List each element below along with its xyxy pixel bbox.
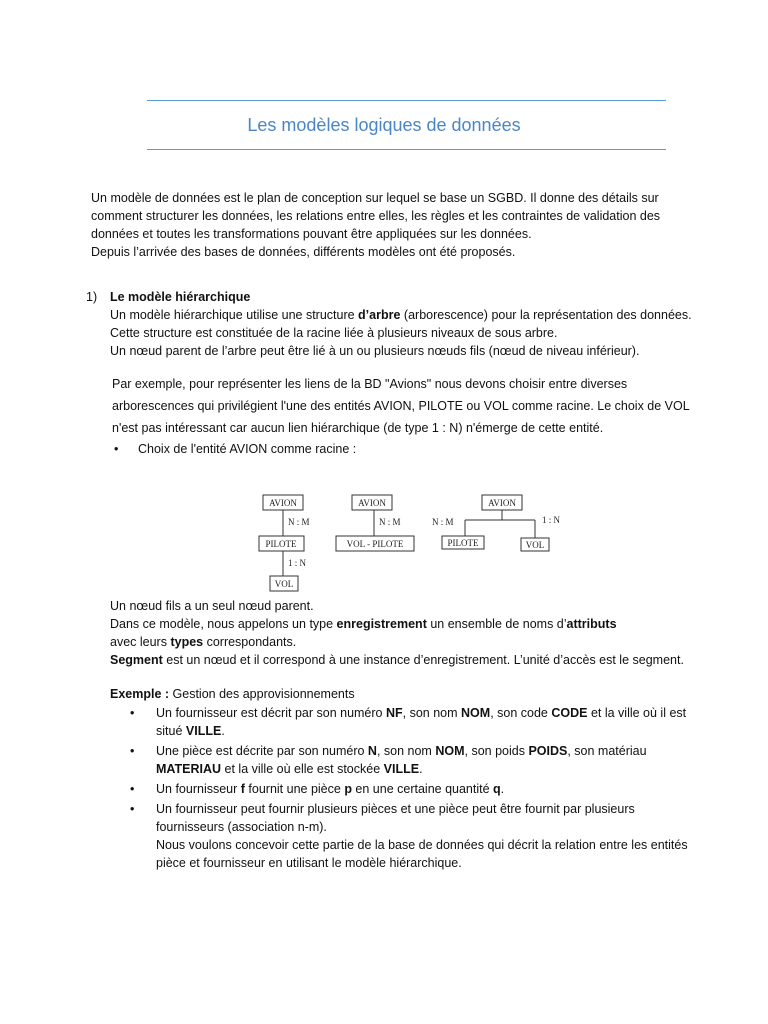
text-run: . [500, 782, 505, 796]
bold-run: N [367, 744, 377, 758]
label-nm: N : M [379, 517, 401, 527]
after-line [110, 651, 684, 669]
after-line: Un nœud fils a un seul nœud parent. [110, 599, 314, 613]
bullet-icon: • [130, 744, 135, 758]
text-run: un ensemble de noms d’ [426, 617, 567, 631]
label-1n: 1 : N [288, 558, 306, 568]
bullet-line [156, 742, 688, 760]
text-run: , son code [490, 706, 552, 720]
text-run: . [221, 724, 225, 738]
label-pilote: PILOTE [447, 538, 479, 548]
text-run: fournit une pièce [244, 782, 345, 796]
text-run: Un fournisseur [156, 782, 241, 796]
label-pilote: PILOTE [265, 539, 297, 549]
bold-run: enregistrement [336, 617, 427, 631]
text-run: , son poids [464, 744, 529, 758]
section-heading: Le modèle hiérarchique [110, 290, 251, 304]
bullet-line: Un fournisseur peut fournir plusieurs pièces et une pièce peut être fournit par plusieurs [156, 802, 635, 816]
text-run: Une pièce est décrite par son numéro [156, 744, 368, 758]
intro-line: Depuis l’arrivée des bases de données, différents modèles ont été proposés. [91, 245, 516, 259]
text-run: avec leurs [110, 635, 171, 649]
bullet-icon: • [130, 706, 135, 720]
bold-run: CODE [551, 706, 588, 720]
text-run: Un fournisseur est décrit par son numéro [156, 706, 386, 720]
bullet-line: fournisseurs (association n-m). [156, 820, 327, 834]
bold-run: Exemple : [110, 687, 170, 701]
text-run: (arborescence) pour la représentation des données. [400, 308, 692, 322]
label-avion: AVION [358, 498, 386, 508]
bullet-line: pièce et fournisseur en utilisant le modèle hiérarchique. [156, 856, 462, 870]
bold-run: NF [385, 706, 403, 720]
bold-run: d’arbre [358, 308, 401, 322]
label-vol: VOL [274, 579, 294, 589]
text-run: , son matériau [567, 744, 647, 758]
bold-run: f [240, 782, 245, 796]
bullet-line [156, 704, 688, 722]
label-vol-pilote: VOL - PILOTE [346, 539, 404, 549]
after-diagram-paragraph [110, 597, 684, 669]
bold-run: VILLE [185, 724, 222, 738]
bold-run: Segment [110, 653, 163, 667]
page-title: Les modèles logiques de données [247, 115, 521, 135]
list-item [130, 780, 688, 798]
text-run: , son nom [402, 706, 462, 720]
bullet-icon: • [114, 442, 119, 456]
bullet-icon: • [130, 802, 135, 816]
text-run: est un nœud et il correspond à une instance d’enregistrement. L’unité d’accès est le segment. [162, 653, 684, 667]
section-line: Un nœud parent de l’arbre peut être lié à un ou plusieurs nœuds fils (nœud de niveau inférieur). [110, 344, 640, 358]
bold-run: attributs [566, 617, 617, 631]
section-line: Cette structure est constituée de la racine liée à plusieurs niveaux de sous arbre. [110, 326, 558, 340]
example-line: Par exemple, pour représenter les liens de la BD "Avions" nous devons choisir entre diverses [112, 377, 628, 391]
label-avion: AVION [488, 498, 516, 508]
bold-run: types [170, 635, 204, 649]
list-item [130, 704, 688, 740]
text-run: Un modèle hiérarchique utilise une structure [110, 308, 359, 322]
exemple-bullets [130, 704, 688, 872]
list-item [130, 742, 688, 778]
intro-line: données et toutes les transformations pouvant être appliquées sur les données. [91, 227, 532, 241]
intro-line: comment structurer les données, les relations entre elles, les règles et les contraintes de validation des [91, 209, 661, 223]
bullet-line [156, 760, 688, 778]
text-run: correspondants. [203, 635, 297, 649]
bold-run: POIDS [528, 744, 568, 758]
label-1n: 1 : N [542, 515, 560, 525]
text-run: Gestion des approvisionnements [169, 687, 355, 701]
text-run: et la ville où elle est stockée [221, 762, 384, 776]
label-nm: N : M [288, 517, 310, 527]
bold-run: NOM [435, 744, 465, 758]
text-run: situé [156, 724, 186, 738]
bold-run: NOM [461, 706, 491, 720]
exemple-line [110, 685, 355, 703]
text-run: . [419, 762, 423, 776]
list-item [130, 800, 688, 872]
bold-run: p [344, 782, 352, 796]
exemple-heading [110, 685, 355, 703]
text-run: en une certaine quantité [351, 782, 494, 796]
text-run: , son nom [376, 744, 436, 758]
text-run: et la ville où il est [587, 706, 687, 720]
intro-line: Un modèle de données est le plan de conception sur lequel se base un SGBD. Il donne des détails sur [91, 191, 659, 205]
label-vol: VOL [525, 540, 545, 550]
bullet-line [156, 722, 688, 740]
bold-run: VILLE [383, 762, 420, 776]
example-line: n'est pas intéressant car aucun lien hiérarchique (de type 1 : N) n'émerge de cette entité. [112, 421, 604, 435]
bullet-line: Nous voulons concevoir cette partie de la base de données qui décrit la relation entre les entités [156, 838, 688, 852]
text-run: Dans ce modèle, nous appelons un type [110, 617, 337, 631]
section-number: 1) [86, 290, 98, 304]
after-line [110, 615, 684, 633]
example-line: arborescences qui privilégient l'une des entités AVION, PILOTE ou VOL comme racine. Le choix de VOL [112, 399, 690, 413]
bullet-avion-text: Choix de l'entité AVION comme racine : [138, 442, 357, 456]
after-line [110, 633, 684, 651]
bold-run: MATERIAU [156, 762, 222, 776]
bullet-icon: • [130, 782, 135, 796]
label-avion: AVION [269, 498, 297, 508]
bullet-line [156, 780, 688, 798]
bold-run: q [493, 782, 501, 796]
label-nm: N : M [432, 517, 454, 527]
